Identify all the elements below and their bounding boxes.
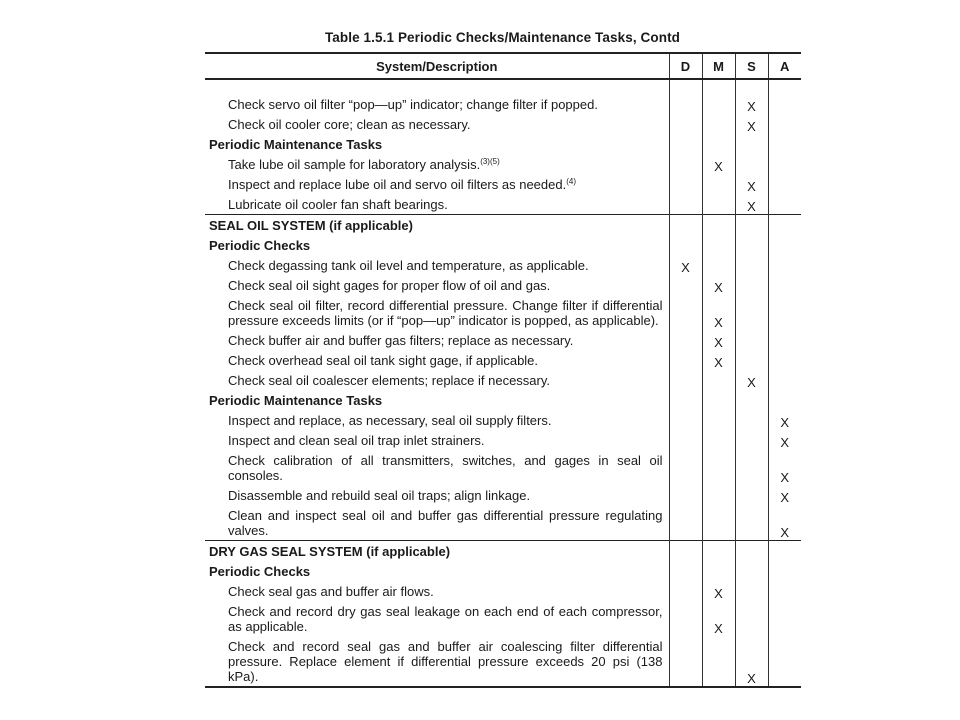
column-header-description: System/Description — [205, 53, 669, 79]
frequency-mark-semiannual: X — [735, 636, 768, 687]
frequency-mark-daily — [669, 350, 702, 370]
column-header-annual: A — [768, 53, 801, 79]
task-description — [205, 581, 669, 601]
frequency-mark-annual — [768, 215, 801, 236]
frequency-mark-monthly — [702, 235, 735, 255]
task-text: Lubricate oil cooler fan shaft bearings. — [228, 197, 448, 212]
frequency-mark-monthly — [702, 114, 735, 134]
task-description — [205, 255, 669, 275]
frequency-mark-monthly: X — [702, 601, 735, 636]
task-description — [205, 430, 669, 450]
system-heading — [205, 541, 669, 562]
frequency-mark-semiannual — [735, 255, 768, 275]
task-text: Check servo oil filter “pop—up” indicator; change filter if popped. — [228, 97, 598, 112]
frequency-mark-daily — [669, 114, 702, 134]
spacer-row — [205, 79, 801, 94]
column-header-semiannual: S — [735, 53, 768, 79]
frequency-mark-daily — [669, 430, 702, 450]
task-text: Check and record seal gas and buffer air coalescing filter differential pressure. Replace element if differential pressure exceeds 20 psi (138 kPa). — [228, 639, 663, 684]
frequency-mark-annual: X — [768, 505, 801, 541]
frequency-mark-semiannual: X — [735, 174, 768, 194]
table-row — [205, 114, 801, 134]
frequency-mark-annual — [768, 561, 801, 581]
frequency-mark-monthly — [702, 505, 735, 541]
task-text: Periodic Maintenance Tasks — [209, 393, 383, 408]
frequency-mark-monthly — [702, 194, 735, 215]
frequency-mark-annual — [768, 350, 801, 370]
frequency-mark-monthly: X — [702, 581, 735, 601]
task-text: Disassemble and rebuild seal oil traps; align linkage. — [228, 488, 531, 503]
frequency-mark-monthly — [702, 541, 735, 562]
frequency-mark-semiannual — [735, 215, 768, 236]
section-heading — [205, 134, 669, 154]
task-description — [205, 370, 669, 390]
frequency-mark-daily — [669, 390, 702, 410]
frequency-mark-daily — [669, 330, 702, 350]
frequency-mark-annual — [768, 194, 801, 215]
frequency-mark-annual — [768, 134, 801, 154]
frequency-mark-semiannual: X — [735, 370, 768, 390]
table-title: Table 1.5.1 Periodic Checks/Maintenance Tasks, Contd — [324, 30, 681, 45]
task-description — [205, 94, 669, 114]
frequency-mark-monthly — [702, 390, 735, 410]
task-description — [205, 410, 669, 430]
frequency-mark-semiannual — [735, 134, 768, 154]
frequency-mark-daily — [669, 235, 702, 255]
frequency-mark-monthly — [702, 430, 735, 450]
frequency-mark-annual — [768, 154, 801, 174]
column-header-monthly: M — [702, 53, 735, 79]
frequency-mark-daily — [669, 275, 702, 295]
task-text: Clean and inspect seal oil and buffer gas differential pressure regulating valves. — [228, 508, 663, 538]
table-row — [205, 255, 801, 275]
frequency-mark-monthly: X — [702, 295, 735, 330]
task-text: Inspect and replace lube oil and servo oil filters as needed. — [228, 177, 567, 192]
task-text: Check and record dry gas seal leakage on each end of each compressor, as applicable. — [228, 604, 663, 634]
task-description — [205, 275, 669, 295]
frequency-mark-daily: X — [669, 255, 702, 275]
table-row — [205, 601, 801, 636]
frequency-mark-annual — [768, 581, 801, 601]
frequency-mark-monthly — [702, 94, 735, 114]
frequency-mark-annual: X — [768, 410, 801, 430]
table-row — [205, 94, 801, 114]
task-text: Check oil cooler core; clean as necessary. — [228, 117, 471, 132]
frequency-mark-semiannual — [735, 485, 768, 505]
task-description — [205, 450, 669, 485]
section-heading-row — [205, 134, 801, 154]
task-text: Periodic Checks — [209, 564, 311, 579]
frequency-mark-monthly — [702, 215, 735, 236]
task-text: Periodic Checks — [209, 238, 311, 253]
frequency-mark-semiannual — [735, 235, 768, 255]
frequency-mark-semiannual — [735, 541, 768, 562]
table-row — [205, 350, 801, 370]
task-text: Take lube oil sample for laboratory analysis. — [228, 157, 481, 172]
frequency-mark-annual — [768, 235, 801, 255]
frequency-mark-annual — [768, 370, 801, 390]
table-row — [205, 485, 801, 505]
frequency-mark-monthly — [702, 410, 735, 430]
section-heading-row — [205, 561, 801, 581]
frequency-mark-daily — [669, 505, 702, 541]
task-text: Periodic Maintenance Tasks — [209, 137, 383, 152]
table-row — [205, 636, 801, 687]
frequency-mark-annual — [768, 636, 801, 687]
task-description — [205, 295, 669, 330]
frequency-mark-monthly: X — [702, 275, 735, 295]
frequency-mark-annual — [768, 601, 801, 636]
frequency-mark-daily — [669, 561, 702, 581]
frequency-mark-daily — [669, 601, 702, 636]
frequency-mark-semiannual — [735, 330, 768, 350]
header-row — [205, 53, 801, 79]
table-row — [205, 370, 801, 390]
task-text: Check calibration of all transmitters, switches, and gages in seal oil consoles. — [228, 453, 663, 483]
frequency-mark-semiannual — [735, 505, 768, 541]
section-heading-row — [205, 235, 801, 255]
table-row — [205, 330, 801, 350]
frequency-mark-semiannual — [735, 410, 768, 430]
section-heading — [205, 390, 669, 410]
frequency-mark-monthly — [702, 561, 735, 581]
frequency-mark-daily — [669, 154, 702, 174]
frequency-mark-monthly — [702, 636, 735, 687]
task-description — [205, 194, 669, 215]
table-row — [205, 410, 801, 430]
frequency-mark-semiannual — [735, 601, 768, 636]
frequency-mark-monthly — [702, 174, 735, 194]
frequency-mark-monthly — [702, 450, 735, 485]
task-text: SEAL OIL SYSTEM (if applicable) — [209, 218, 413, 233]
task-text: Check seal oil filter, record differential pressure. Change filter if differential pressure exceeds limits (or if “pop—up” indicator is popped, as applicable). — [228, 298, 663, 328]
section-heading — [205, 235, 669, 255]
frequency-mark-annual — [768, 114, 801, 134]
section-heading-row — [205, 390, 801, 410]
task-text: Check overhead seal oil tank sight gage, if applicable. — [228, 353, 539, 368]
frequency-mark-annual — [768, 94, 801, 114]
frequency-mark-daily — [669, 410, 702, 430]
task-description — [205, 154, 669, 174]
frequency-mark-monthly: X — [702, 330, 735, 350]
frequency-mark-monthly — [702, 255, 735, 275]
frequency-mark-semiannual — [735, 581, 768, 601]
frequency-mark-annual — [768, 541, 801, 562]
table-row — [205, 174, 801, 194]
frequency-mark-semiannual — [735, 561, 768, 581]
task-description — [205, 485, 669, 505]
frequency-mark-daily — [669, 541, 702, 562]
frequency-mark-daily — [669, 194, 702, 215]
frequency-mark-semiannual: X — [735, 194, 768, 215]
frequency-mark-semiannual — [735, 350, 768, 370]
frequency-mark-semiannual — [735, 450, 768, 485]
frequency-mark-annual — [768, 174, 801, 194]
task-text: Check seal oil coalescer elements; replace if necessary. — [228, 373, 551, 388]
table-row — [205, 154, 801, 174]
table-body — [205, 79, 801, 687]
frequency-mark-daily — [669, 581, 702, 601]
task-description — [205, 174, 669, 194]
frequency-mark-daily — [669, 215, 702, 236]
task-text: Check degassing tank oil level and temperature, as applicable. — [228, 258, 589, 273]
system-heading-row — [205, 215, 801, 236]
task-text: DRY GAS SEAL SYSTEM (if applicable) — [209, 544, 451, 559]
table-row — [205, 505, 801, 541]
table-row — [205, 450, 801, 485]
table-row — [205, 275, 801, 295]
frequency-mark-semiannual — [735, 295, 768, 330]
footnote-reference: (3)(5) — [480, 157, 500, 166]
frequency-mark-daily — [669, 174, 702, 194]
frequency-mark-annual: X — [768, 485, 801, 505]
maintenance-table — [205, 52, 801, 688]
frequency-mark-monthly — [702, 485, 735, 505]
frequency-mark-semiannual — [735, 430, 768, 450]
frequency-mark-semiannual: X — [735, 114, 768, 134]
table-row — [205, 295, 801, 330]
frequency-mark-annual: X — [768, 450, 801, 485]
frequency-mark-daily — [669, 636, 702, 687]
task-description — [205, 636, 669, 687]
frequency-mark-annual: X — [768, 430, 801, 450]
task-text: Check seal oil sight gages for proper flow of oil and gas. — [228, 278, 551, 293]
frequency-mark-daily — [669, 295, 702, 330]
table-row — [205, 581, 801, 601]
frequency-mark-daily — [669, 485, 702, 505]
task-description — [205, 330, 669, 350]
frequency-mark-semiannual — [735, 154, 768, 174]
task-description — [205, 505, 669, 541]
table-row — [205, 430, 801, 450]
task-description — [205, 114, 669, 134]
frequency-mark-monthly: X — [702, 350, 735, 370]
frequency-mark-semiannual — [735, 275, 768, 295]
frequency-mark-daily — [669, 134, 702, 154]
frequency-mark-daily — [669, 370, 702, 390]
frequency-mark-annual — [768, 275, 801, 295]
task-description — [205, 350, 669, 370]
task-text: Check seal gas and buffer air flows. — [228, 584, 434, 599]
task-text: Inspect and clean seal oil trap inlet strainers. — [228, 433, 485, 448]
system-heading — [205, 215, 669, 236]
frequency-mark-monthly: X — [702, 154, 735, 174]
task-text: Inspect and replace, as necessary, seal oil supply filters. — [228, 413, 552, 428]
frequency-mark-annual — [768, 390, 801, 410]
system-heading-row — [205, 541, 801, 562]
frequency-mark-semiannual — [735, 390, 768, 410]
task-description — [205, 601, 669, 636]
column-header-daily: D — [669, 53, 702, 79]
frequency-mark-annual — [768, 295, 801, 330]
table-row — [205, 194, 801, 215]
section-heading — [205, 561, 669, 581]
frequency-mark-annual — [768, 255, 801, 275]
task-text: Check buffer air and buffer gas filters; replace as necessary. — [228, 333, 574, 348]
frequency-mark-monthly — [702, 370, 735, 390]
frequency-mark-semiannual: X — [735, 94, 768, 114]
footnote-reference: (4) — [566, 177, 576, 186]
frequency-mark-daily — [669, 94, 702, 114]
frequency-mark-monthly — [702, 134, 735, 154]
frequency-mark-daily — [669, 450, 702, 485]
frequency-mark-annual — [768, 330, 801, 350]
